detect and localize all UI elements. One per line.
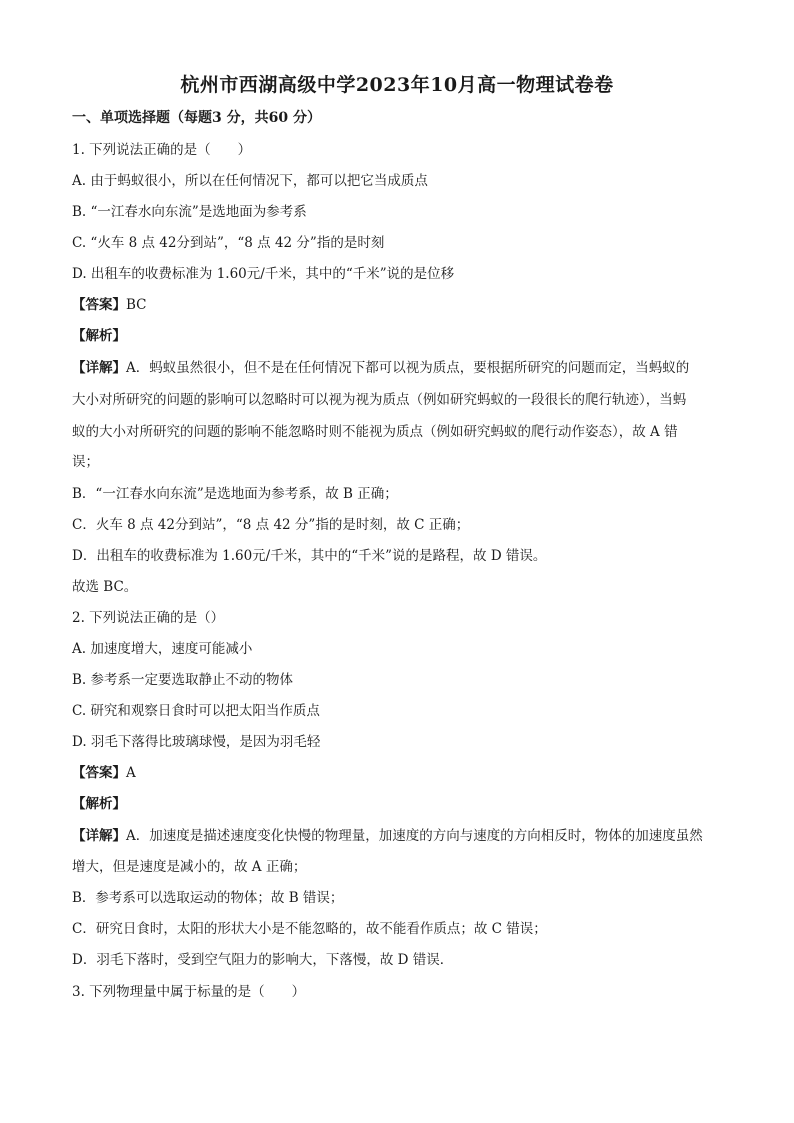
question-1-detail-line-6: C．火车 8 点 42分到站”，“8 点 42 分”指的是时刻，故 C 正确；: [72, 517, 470, 533]
question-1-option-b: B. “一江春水向东流”是选地面为参考系: [72, 204, 307, 220]
answer-tag: 【答案】: [72, 297, 126, 313]
answer-tag: 【答案】: [72, 765, 126, 781]
detail-tag: 【详解】: [72, 828, 126, 844]
question-1-option-a: A. 由于蚂蚁很小，所以在任何情况下，都可以把它当成质点: [72, 173, 428, 189]
question-1-detail-line-3: 蚁的大小对所研究的问题的影响不能忽略时则不能视为质点（例如研究蚂蚁的爬行动作姿态），故 A 错: [72, 424, 678, 440]
question-2-answer: [72, 763, 136, 783]
question-1-answer: [72, 295, 147, 315]
question-2-option-c: C. 研究和观察日食时可以把太阳当作质点: [72, 703, 320, 719]
detail-tag: 【详解】: [72, 360, 126, 376]
question-2-detail-line-2: 增大，但是速度是减小的，故 A 正确；: [72, 859, 307, 875]
section-heading: 一、单项选择题（每题3 分，共60 分）: [72, 110, 321, 126]
question-1-detail-line-4: 误；: [72, 454, 99, 470]
question-2-stem: 2. 下列说法正确的是（）: [72, 610, 225, 626]
page-title: 杭州市西湖高级中学2023年10月高一物理试卷卷: [180, 74, 614, 96]
question-1-detail-line-5: B．“一江春水向东流”是选地面为参考系，故 B 正确；: [72, 486, 398, 502]
question-2-option-a: A. 加速度增大，速度可能减小: [72, 641, 253, 657]
question-1-option-d: D. 出租车的收费标准为 1.60元/千米，其中的“千米”说的是位移: [72, 266, 455, 282]
detail-text: A．加速度是描述速度变化快慢的物理量，加速度的方向与速度的方向相反时，物体的加速度虽然: [126, 828, 703, 844]
question-1-detail-line-8: 故选 BC。: [72, 579, 138, 595]
question-1-detail-line-1: [72, 358, 689, 378]
question-2-detail-line-5: D．羽毛下落时，受到空气阻力的影响大，下落慢，故 D 错误．: [72, 952, 454, 968]
analysis-tag: 【解析】: [72, 328, 126, 344]
question-2-detail-line-4: C．研究日食时，太阳的形状大小是不能忽略的，故不能看作质点；故 C 错误；: [72, 921, 547, 937]
question-1-detail-line-2: 大小对所研究的问题的影响可以忽略时可以视为视为质点（例如研究蚂蚁的一段很长的爬行轨迹），当蚂: [72, 392, 687, 408]
question-2-detail-line-1: [72, 826, 703, 846]
question-1-analysis-tag: [72, 326, 126, 346]
question-1-detail-line-7: D．出租车的收费标准为 1.60元/千米，其中的“千米”说的是路程，故 D 错误。: [72, 548, 547, 564]
question-2-option-b: B. 参考系一定要选取静止不动的物体: [72, 672, 294, 688]
question-1-option-c: C. “火车 8 点 42分到站”，“8 点 42 分”指的是时刻: [72, 235, 385, 251]
question-1-stem: 1. 下列说法正确的是（ ）: [72, 142, 252, 158]
answer-value: BC: [126, 297, 147, 313]
question-3-stem: 3. 下列物理量中属于标量的是（ ）: [72, 984, 306, 1000]
analysis-tag: 【解析】: [72, 796, 126, 812]
question-2-detail-line-3: B．参考系可以选取运动的物体；故 B 错误；: [72, 890, 344, 906]
answer-value: A: [126, 765, 136, 781]
detail-text: A．蚂蚁虽然很小，但不是在任何情况下都可以视为质点，要根据所研究的问题而定，当蚂蚁的: [126, 360, 690, 376]
question-2-analysis-tag: [72, 794, 126, 814]
question-2-option-d: D. 羽毛下落得比玻璃球慢，是因为羽毛轻: [72, 734, 321, 750]
